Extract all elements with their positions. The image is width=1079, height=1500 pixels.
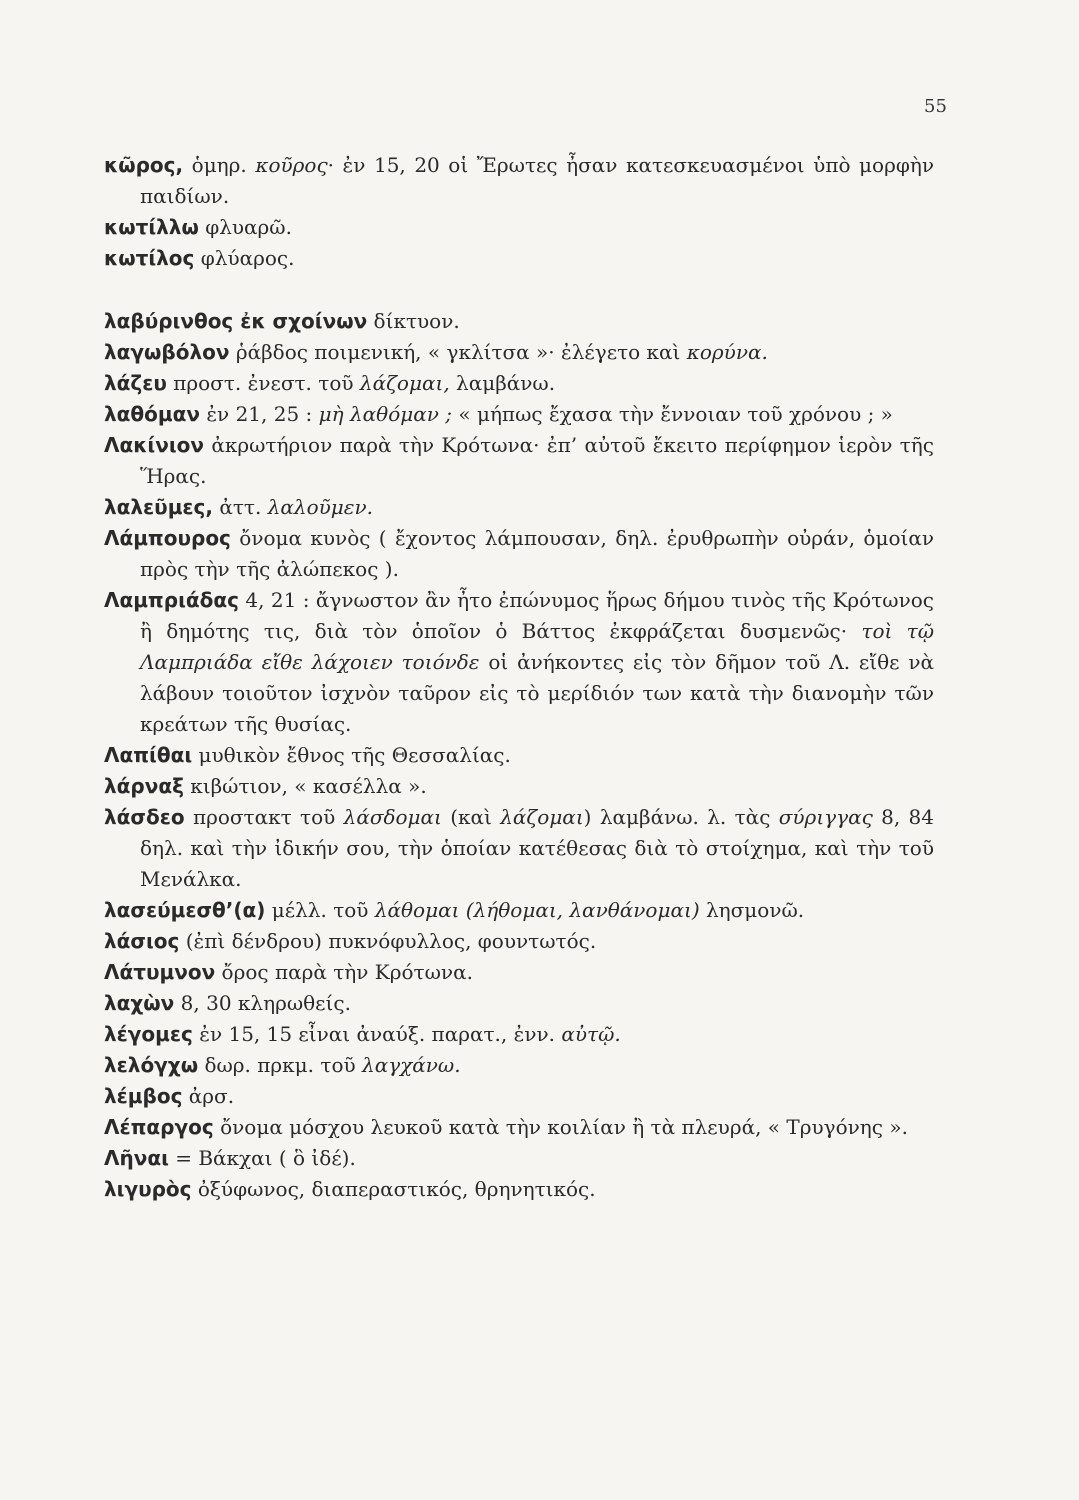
entry-text: = Βάκχαι ( ὃ ἰδέ). xyxy=(168,1146,356,1170)
entry-headword: κῶρος, xyxy=(104,153,184,177)
entry-headword: λάσιος xyxy=(104,929,180,953)
entry-headword: Λαπίθαι xyxy=(104,743,193,767)
glossary-entry xyxy=(104,306,934,337)
entry-headword: Λῆναι xyxy=(104,1146,169,1170)
entry-text: 8, 84 δηλ. καὶ τὴν ἰδικήν σου, τὴν ὁποίαν κατέθεσας διὰ τὸ στοίχημα, καὶ τὴν τοῦ Μενάλκα. xyxy=(140,805,935,891)
entry-text: ἀρσ. xyxy=(182,1084,235,1108)
entry-text: 4, 21 : ἄγνωστον ἂν ἦτο ἐπώνυμος ἥρως δήμου τινὸς τῆς Κρότωνος ἢ δημότης τις, διὰ τὸν ὁποῖον ὁ Βάττος ἐκφράζεται δυσμενῶς· xyxy=(140,588,934,643)
entry-italic-text: μὴ λαθόμαν ; xyxy=(318,402,452,426)
entry-italic-text: λαλοῦμεν. xyxy=(267,495,374,519)
entry-headword: λασεύμεσθ’(α) xyxy=(104,898,266,922)
entry-headword: λάσδεο xyxy=(104,805,185,829)
glossary-entry xyxy=(104,337,934,368)
entry-text: « μήπως ἔχασα τὴν ἔννοιαν τοῦ χρόνου ; » xyxy=(452,402,893,426)
entry-italic-text: κορύνα. xyxy=(686,340,768,364)
entry-text: ὁμηρ. xyxy=(183,153,256,177)
entry-text: φλυαρῶ. xyxy=(198,215,292,239)
glossary-entry xyxy=(104,771,934,802)
entry-headword: λαθόμαν xyxy=(104,402,200,426)
entry-headword: Λάμπουρος xyxy=(104,526,231,550)
entry-headword: λάζευ xyxy=(104,371,167,395)
entry-text: οἱ ἀνήκοντες εἰς τὸν δῆμον τοῦ Λ. εἴθε νὰ λάβουν τοιοῦτον ἰσχνὸν ταῦρον εἰς τὸ μερίδιόν των κατὰ τὴν διανομὴν τῶν κρεάτων τῆς θυσίας. xyxy=(140,650,934,736)
entry-text: μυθικὸν ἔθνος τῆς Θεσσαλίας. xyxy=(192,743,511,767)
entry-headword: κωτίλλω xyxy=(104,215,199,239)
entry-text: ) λαμβάνω. λ. τὰς xyxy=(583,805,779,829)
entry-text: λαμβάνω. xyxy=(449,371,556,395)
glossary-entry xyxy=(104,1050,934,1081)
entry-text: ἐν 21, 25 : xyxy=(199,402,319,426)
entry-text: προστ. ἐνεστ. τοῦ xyxy=(166,371,360,395)
entry-headword: λαχὼν xyxy=(104,991,175,1015)
entry-text: κιβώτιον, « κασέλλα ». xyxy=(183,774,427,798)
entry-italic-text: λάθομαι (λήθομαι, λανθάνομαι) xyxy=(374,898,700,922)
entry-text: προστακτ τοῦ xyxy=(184,805,344,829)
entry-italic-text: λάσδομαι xyxy=(343,805,442,829)
entry-headword: λαβύρινθος ἐκ σχοίνων xyxy=(104,309,368,333)
entry-headword: Λάτυμνον xyxy=(104,960,216,984)
glossary-entry xyxy=(104,1081,934,1112)
glossary-entries xyxy=(104,150,934,1205)
glossary-entry xyxy=(104,740,934,771)
entry-headword: κωτίλος xyxy=(104,246,195,270)
entry-headword: λαλεῦμες, xyxy=(104,495,213,519)
glossary-entry xyxy=(104,368,934,399)
entry-text: μέλλ. τοῦ xyxy=(265,898,375,922)
glossary-entry xyxy=(104,895,934,926)
glossary-entry xyxy=(104,1112,934,1143)
entry-italic-text: αὐτῷ. xyxy=(561,1022,621,1046)
entry-text: (ἐπὶ δένδρου) πυκνόφυλλος, φουντωτός. xyxy=(179,929,597,953)
entry-text: ὀξύφωνος, διαπεραστικός, θρηνητικός. xyxy=(191,1177,596,1201)
glossary-entry xyxy=(104,988,934,1019)
glossary-entry xyxy=(104,1174,934,1205)
entry-text: φλύαρος. xyxy=(194,246,295,270)
entry-text: (καὶ xyxy=(441,805,501,829)
entry-headword: Λαμπριάδας xyxy=(104,588,239,612)
entry-headword: λάρναξ xyxy=(104,774,184,798)
glossary-entry xyxy=(104,926,934,957)
glossary-entry xyxy=(104,399,934,430)
entry-headword: Λέπαργος xyxy=(104,1115,214,1139)
entry-text: · ἐν 15, 20 οἱ Ἔρωτες ἦσαν κατεσκευασμένοι ὑπὸ μορφὴν παιδίων. xyxy=(140,153,934,208)
glossary-entry xyxy=(104,212,934,243)
entry-text: 8, 30 κληρωθείς. xyxy=(174,991,351,1015)
glossary-entry xyxy=(104,1019,934,1050)
entry-text: ὄρος παρὰ τὴν Κρότωνα. xyxy=(215,960,473,984)
entry-text: ἀττ. xyxy=(213,495,268,519)
entry-text: δωρ. πρκμ. τοῦ xyxy=(198,1053,363,1077)
entry-text: ὄνομα μόσχου λευκοῦ κατὰ τὴν κοιλίαν ἢ τὰ πλευρά, « Τρυγόνης ». xyxy=(213,1115,908,1139)
glossary-entry xyxy=(104,802,934,895)
entry-italic-text: σύριγγας xyxy=(778,805,873,829)
entry-headword: λέμβος xyxy=(104,1084,183,1108)
entry-text: ῥάβδος ποιμενική, « γκλίτσα »· ἐλέγετο καὶ xyxy=(229,340,687,364)
entry-italic-text: κοῦρος xyxy=(255,153,328,177)
entry-headword: λελόγχω xyxy=(104,1053,199,1077)
entry-italic-text: λαγχάνω. xyxy=(362,1053,461,1077)
entry-italic-text: τοὶ τῷ Λαμπριάδα εἴθε λάχοιεν τοιόνδε xyxy=(140,619,935,674)
entry-text: δίκτυον. xyxy=(367,309,460,333)
entry-italic-text: λάζομαι, xyxy=(359,371,450,395)
entry-italic-text: λάζομαι xyxy=(500,805,584,829)
entry-headword: λαγωβόλον xyxy=(104,340,230,364)
glossary-entry xyxy=(104,243,934,274)
entry-headword: Λακίνιον xyxy=(104,433,204,457)
entry-headword: λέγομες xyxy=(104,1022,193,1046)
glossary-entry xyxy=(104,957,934,988)
entry-text: ὄνομα κυνὸς ( ἔχοντος λάμπουσαν, δηλ. ἐρυθρωπὴν οὐράν, ὁμοίαν πρὸς τὴν τῆς ἀλώπεκος ). xyxy=(140,526,934,581)
glossary-entry xyxy=(104,1143,934,1174)
glossary-entry xyxy=(104,523,934,585)
glossary-entry xyxy=(104,492,934,523)
entry-text: ἐν 15, 15 εἶναι ἀναύξ. παρατ., ἐνν. xyxy=(192,1022,562,1046)
glossary-entry xyxy=(104,430,934,492)
entry-headword: λιγυρὸς xyxy=(104,1177,192,1201)
glossary-entry xyxy=(104,585,934,740)
glossary-entry xyxy=(104,150,934,212)
entry-text: ἀκρωτήριον παρὰ τὴν Κρότωνα· ἐπ’ αὐτοῦ ἔκειτο περίφημον ἱερὸν τῆς Ἥρας. xyxy=(140,433,934,488)
entry-text: λησμονῶ. xyxy=(699,898,805,922)
page-number: 55 xyxy=(924,96,947,117)
